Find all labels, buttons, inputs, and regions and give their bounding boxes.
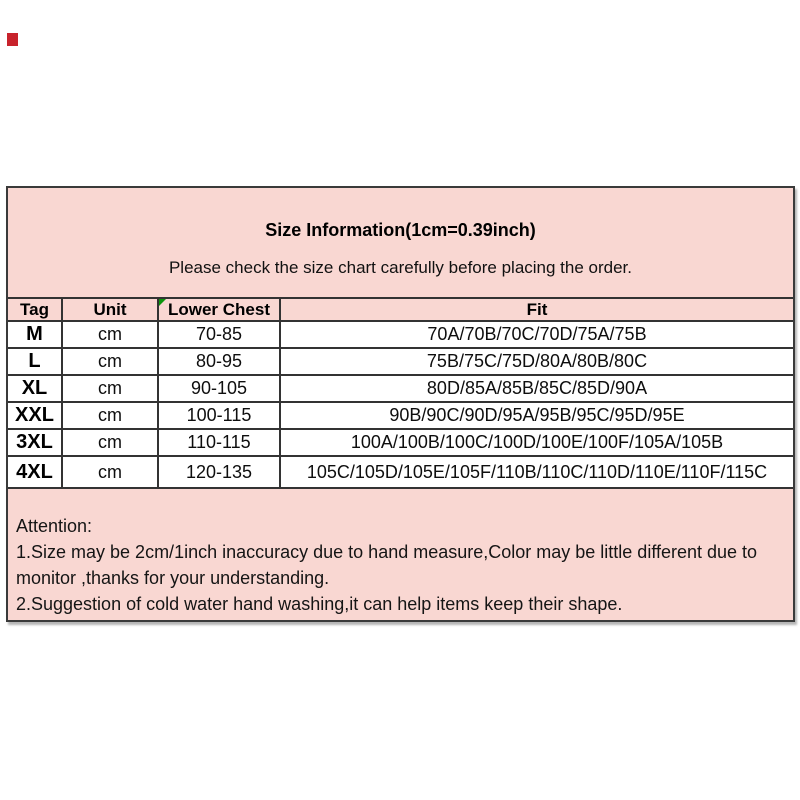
attention-heading: Attention: (16, 516, 93, 536)
fit-cell: 105C/105D/105E/105F/110B/110C/110D/110E/110F/115C (280, 456, 793, 488)
size-row-xl (8, 375, 793, 402)
lower-chest-cell: 100-115 (158, 402, 280, 429)
header-row (8, 298, 793, 321)
tag-cell: XL (8, 375, 62, 402)
tag-cell: 3XL (8, 429, 62, 456)
lower-chest-cell: 90-105 (158, 375, 280, 402)
fit-cell: 80D/85A/85B/85C/85D/90A (280, 375, 793, 402)
size-chart-table (8, 297, 793, 489)
attention-line: monitor ,thanks for your understanding. (16, 568, 330, 588)
fit-cell: 75B/75C/75D/80A/80B/80C (280, 348, 793, 375)
red-marker (7, 33, 18, 46)
header-tag: Tag (8, 298, 62, 321)
fit-cell: 90B/90C/90D/95A/95B/95C/95D/95E (280, 402, 793, 429)
lower-chest-cell: 120-135 (158, 456, 280, 488)
size-info-subtitle: Please check the size chart carefully before placing the order. (168, 258, 633, 277)
unit-cell: cm (62, 429, 158, 456)
tag-cell: 4XL (8, 456, 62, 488)
header-lower-chest-label: Lower Chest (167, 299, 271, 319)
size-info-banner (8, 188, 793, 297)
lower-chest-cell: 70-85 (158, 321, 280, 348)
cell-flag-icon (159, 299, 166, 306)
size-row-4xl (8, 456, 793, 488)
unit-cell: cm (62, 321, 158, 348)
size-row-xxl (8, 402, 793, 429)
header-lower-chest (158, 298, 280, 321)
fit-cell: 70A/70B/70C/70D/75A/75B (280, 321, 793, 348)
size-row-3xl (8, 429, 793, 456)
size-info-title: Size Information(1cm=0.39inch) (265, 220, 536, 240)
unit-cell: cm (62, 402, 158, 429)
attention-section (8, 489, 793, 620)
unit-cell: cm (62, 375, 158, 402)
tag-cell: XXL (8, 402, 62, 429)
size-info-panel (6, 186, 795, 622)
attention-line: 1.Size may be 2cm/1inch inaccuracy due to hand measure,Color may be little different due to (16, 542, 758, 562)
unit-cell: cm (62, 456, 158, 488)
size-row-l (8, 348, 793, 375)
header-unit: Unit (62, 298, 158, 321)
size-row-m (8, 321, 793, 348)
unit-cell: cm (62, 348, 158, 375)
tag-cell: M (8, 321, 62, 348)
attention-line: 2.Suggestion of cold water hand washing,it can help items keep their shape. (16, 594, 623, 614)
lower-chest-cell: 110-115 (158, 429, 280, 456)
fit-cell: 100A/100B/100C/100D/100E/100F/105A/105B (280, 429, 793, 456)
tag-cell: L (8, 348, 62, 375)
header-fit: Fit (280, 298, 793, 321)
lower-chest-cell: 80-95 (158, 348, 280, 375)
